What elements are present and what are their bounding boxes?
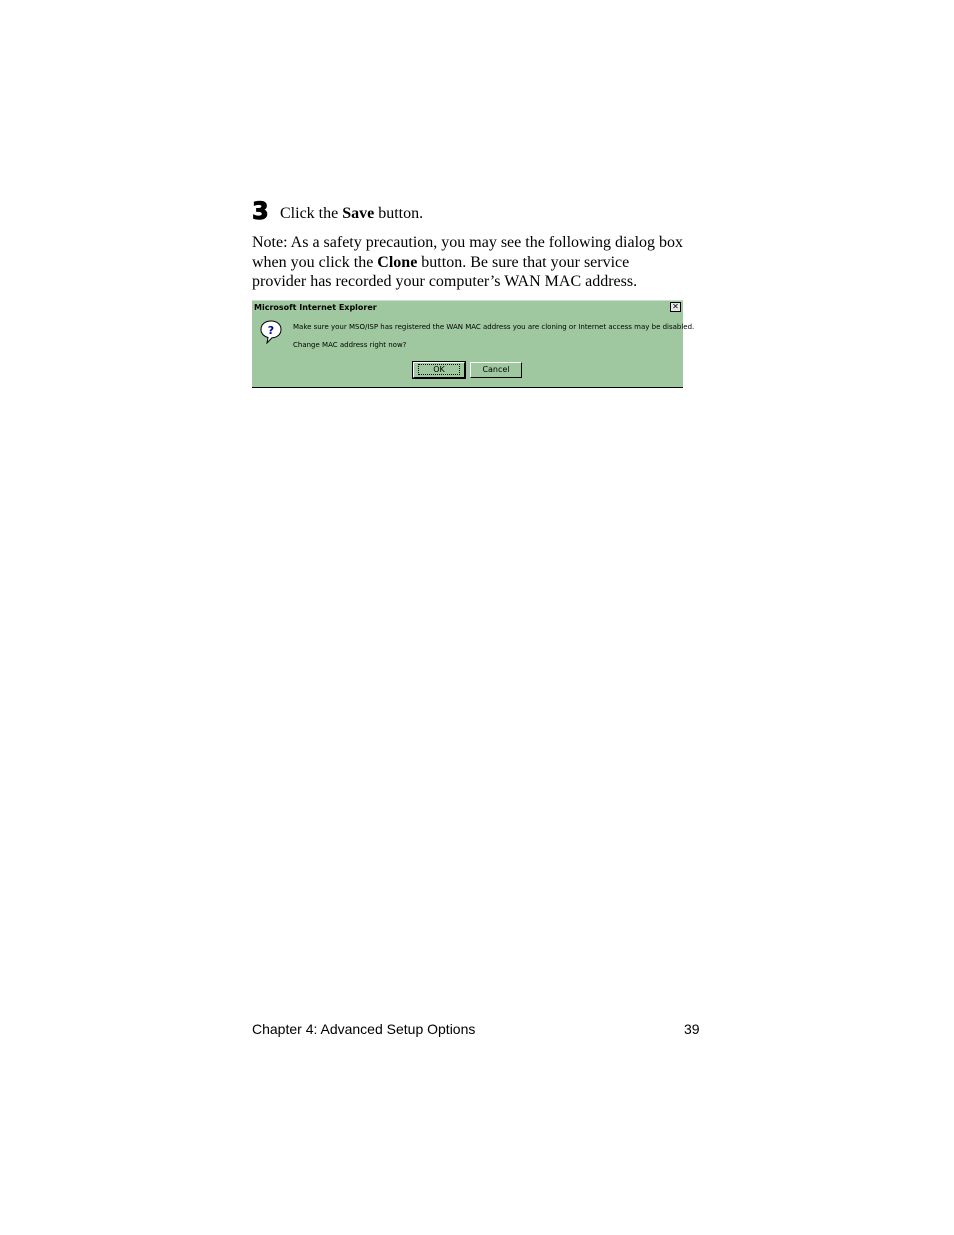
footer-chapter: Chapter 4: Advanced Setup Options	[252, 1021, 476, 1037]
page-number: 39	[684, 1021, 700, 1037]
note-line-3: provider has recorded your computer’s WAN MAC address.	[252, 273, 638, 290]
ok-button[interactable]	[413, 362, 465, 378]
step-text-after: button.	[374, 205, 424, 222]
mac-clone-dialog	[252, 300, 695, 388]
ok-button-label: OK	[418, 364, 460, 375]
note-line-2	[252, 253, 712, 273]
dialog-titlebar	[252, 300, 683, 314]
close-icon[interactable]: ✕	[670, 302, 681, 312]
save-label: Save	[342, 205, 375, 222]
dialog-question: Change MAC address right now?	[293, 341, 407, 349]
step-text-before: Click the	[280, 205, 343, 222]
clone-label: Clone	[377, 253, 418, 271]
note-paragraph	[252, 233, 712, 292]
cancel-button[interactable]: Cancel	[470, 362, 522, 378]
note-line-1: Note: As a safety precaution, you may see the following dialog box	[252, 234, 684, 251]
svg-text:?: ?	[267, 324, 275, 337]
step-instruction	[280, 204, 423, 224]
step-number: 3	[252, 197, 269, 225]
note-line-2-before: when you click the	[252, 253, 378, 271]
dialog-message: Make sure your MSO/ISP has registered the WAN MAC address you are cloning or Internet access may be disabled.	[293, 323, 695, 331]
note-line-2-after: button. Be sure that your service	[417, 253, 630, 271]
step-3	[252, 198, 712, 228]
question-icon	[260, 320, 282, 344]
dialog-title: Microsoft Internet Explorer	[254, 303, 377, 312]
